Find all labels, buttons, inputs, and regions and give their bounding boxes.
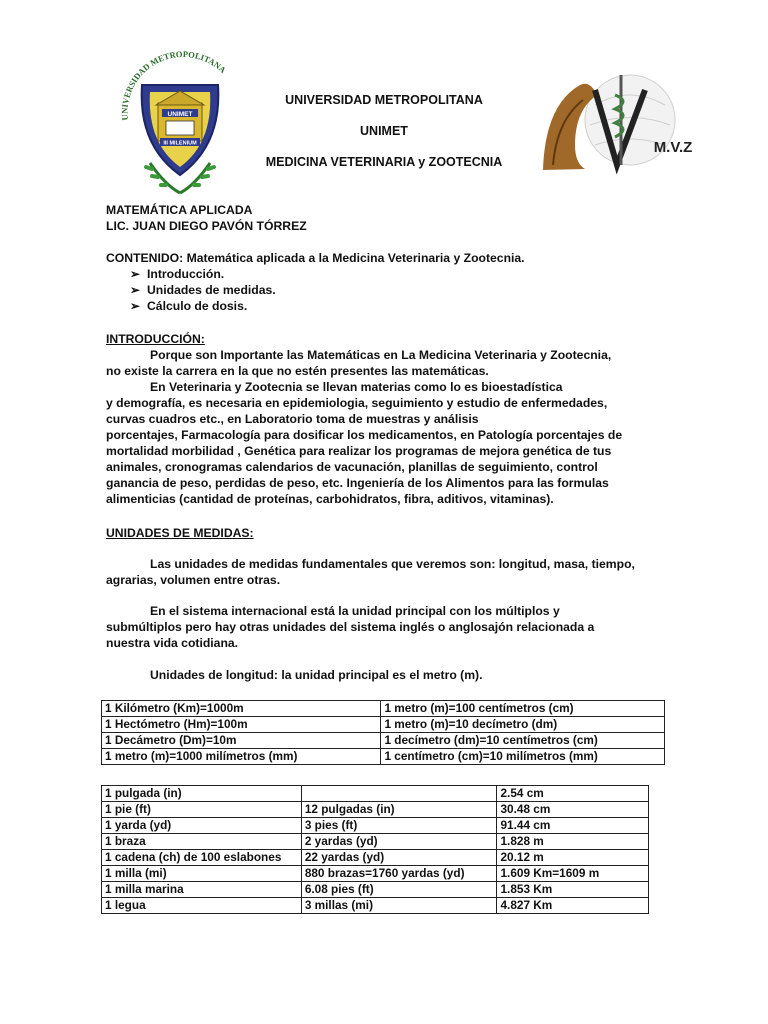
- table-row: [102, 834, 649, 850]
- table-cell: 880 brazas=1760 yardas (yd): [301, 866, 497, 882]
- table-cell: 1 Decámetro (Dm)=10m: [102, 733, 381, 749]
- arrow-bullet-icon: ➢: [130, 283, 141, 297]
- table-cell: 12 pulgadas (in): [301, 802, 497, 818]
- intro-line: animales, cronogramas calendarios de vacunación, planillas de seguimiento, control: [106, 460, 598, 474]
- table-cell: 1 decímetro (dm)=10 centímetros (cm): [381, 733, 665, 749]
- logo-motto: III MILENIUM: [163, 140, 197, 147]
- intro-line: En Veterinaria y Zootecnia se llevan materias como lo es bioestadística: [150, 380, 563, 394]
- length-intro: Unidades de longitud: la unidad principal es el metro (m).: [150, 668, 483, 682]
- contents-item-label: Unidades de medidas.: [147, 283, 276, 297]
- contents-heading: CONTENIDO: Matemática aplicada a la Medicina Veterinaria y Zootecnia.: [106, 251, 525, 265]
- table-cell: 3 pies (ft): [301, 818, 497, 834]
- intro-line: porcentajes, Farmacología para dosificar los medicamentos, en Patología porcentajes de: [106, 428, 623, 442]
- arrow-bullet-icon: ➢: [130, 299, 141, 313]
- table-row: [102, 733, 665, 749]
- table-cell: 2 yardas (yd): [301, 834, 497, 850]
- table-cell: 1 cadena (ch) de 100 eslabones: [102, 850, 302, 866]
- table-row: [102, 749, 665, 765]
- imperial-table: [101, 785, 649, 914]
- table-cell: 1 pie (ft): [102, 802, 302, 818]
- intro-line: Porque son Importante las Matemáticas en La Medicina Veterinaria y Zootecnia,: [150, 348, 612, 362]
- table-cell: 1 milla marina: [102, 882, 302, 898]
- units-para2-line: En el sistema internacional está la unidad principal con los múltiplos y: [150, 604, 560, 618]
- table-row: [102, 866, 649, 882]
- units-para1-line: Las unidades de medidas fundamentales que veremos son: longitud, masa, tiempo,: [150, 557, 635, 571]
- table-cell: 1 centímetro (cm)=10 milímetros (mm): [381, 749, 665, 765]
- metric-table: [101, 700, 665, 765]
- logo-banner: UNIMET: [167, 111, 193, 118]
- intro-line: mortalidad morbilidad , Genética para realizar los programas de mejora genética de tus: [106, 444, 612, 458]
- intro-line: curvas cuadros etc., en Laboratorio toma de muestras y análisis: [106, 412, 479, 426]
- table-row: [102, 850, 649, 866]
- intro-line: no existe la carrera en la que no estén presentes las matemáticas.: [106, 364, 489, 378]
- units-para1-line: agrarias, volumen entre otras.: [106, 573, 281, 587]
- table-cell: 1 pulgada (in): [102, 786, 302, 802]
- logo-ring-text: UNIVERSIDAD METROPOLITANA: [119, 48, 229, 121]
- intro-line: ganancia de peso, perdidas de peso, etc. Ingeniería de los Alimentos para las formulas: [106, 476, 609, 490]
- table-cell: 1.828 m: [497, 834, 649, 850]
- units-para2-line: nuestra vida cotidiana.: [106, 636, 239, 650]
- table-cell: 1 braza: [102, 834, 302, 850]
- table-row: [102, 818, 649, 834]
- contents-item-label: Introducción.: [147, 267, 225, 281]
- table-row: [102, 882, 649, 898]
- table-cell: 2.54 cm: [497, 786, 649, 802]
- table-cell: 1 Hectómetro (Hm)=100m: [102, 717, 381, 733]
- table-cell: 1 metro (m)=10 decímetro (dm): [381, 717, 665, 733]
- table-cell: 22 yardas (yd): [301, 850, 497, 866]
- table-cell: 6.08 pies (ft): [301, 882, 497, 898]
- table-cell: 1 metro (m)=1000 milímetros (mm): [102, 749, 381, 765]
- contents-item-label: Cálculo de dosis.: [147, 299, 248, 313]
- course-title: MATEMÁTICA APLICADA: [106, 203, 253, 217]
- units-heading: UNIDADES DE MEDIDAS:: [106, 526, 254, 540]
- contents-item: [130, 299, 247, 313]
- table-cell: 4.827 Km: [497, 898, 649, 914]
- table-row: [102, 701, 665, 717]
- table-cell: 1 legua: [102, 898, 302, 914]
- mvz-logo-text: M.V.Z: [653, 139, 693, 156]
- contents-item: [130, 283, 276, 297]
- table-row: [102, 717, 665, 733]
- table-cell: 1 Kilómetro (Km)=1000m: [102, 701, 381, 717]
- table-cell: 1.853 Km: [497, 882, 649, 898]
- arrow-bullet-icon: ➢: [130, 267, 141, 281]
- table-row: [102, 802, 649, 818]
- contents-item: [130, 267, 224, 281]
- table-cell: 91.44 cm: [497, 818, 649, 834]
- table-cell: 1 yarda (yd): [102, 818, 302, 834]
- teacher-name: LIC. JUAN DIEGO PAVÓN TÓRREZ: [106, 219, 307, 233]
- table-row: [102, 786, 649, 802]
- table-row: [102, 898, 649, 914]
- intro-line: y demografía, es necesaria en epidemiologia, seguimiento y estudio de enfermedades,: [106, 396, 608, 410]
- table-cell: 1.609 Km=1609 m: [497, 866, 649, 882]
- intro-heading: INTRODUCCIÓN:: [106, 332, 205, 346]
- table-cell: 1 milla (mi): [102, 866, 302, 882]
- faculty-title: MEDICINA VETERINARIA y ZOOTECNIA: [265, 155, 503, 169]
- table-cell: 20.12 m: [497, 850, 649, 866]
- table-cell: 30.48 cm: [497, 802, 649, 818]
- table-cell: [301, 786, 497, 802]
- table-cell: 3 millas (mi): [301, 898, 497, 914]
- table-cell: 1 metro (m)=100 centímetros (cm): [381, 701, 665, 717]
- university-acronym: UNIMET: [360, 124, 408, 138]
- intro-line: alimenticias (cantidad de proteínas, carbohidratos, fibra, aditivos, vitaminas).: [106, 492, 554, 506]
- unimet-logo: [110, 45, 250, 200]
- units-para2-line: submúltiplos pero hay otras unidades del sistema inglés o anglosajón relacionada a: [106, 620, 595, 634]
- university-title: UNIVERSIDAD METROPOLITANA: [285, 93, 483, 107]
